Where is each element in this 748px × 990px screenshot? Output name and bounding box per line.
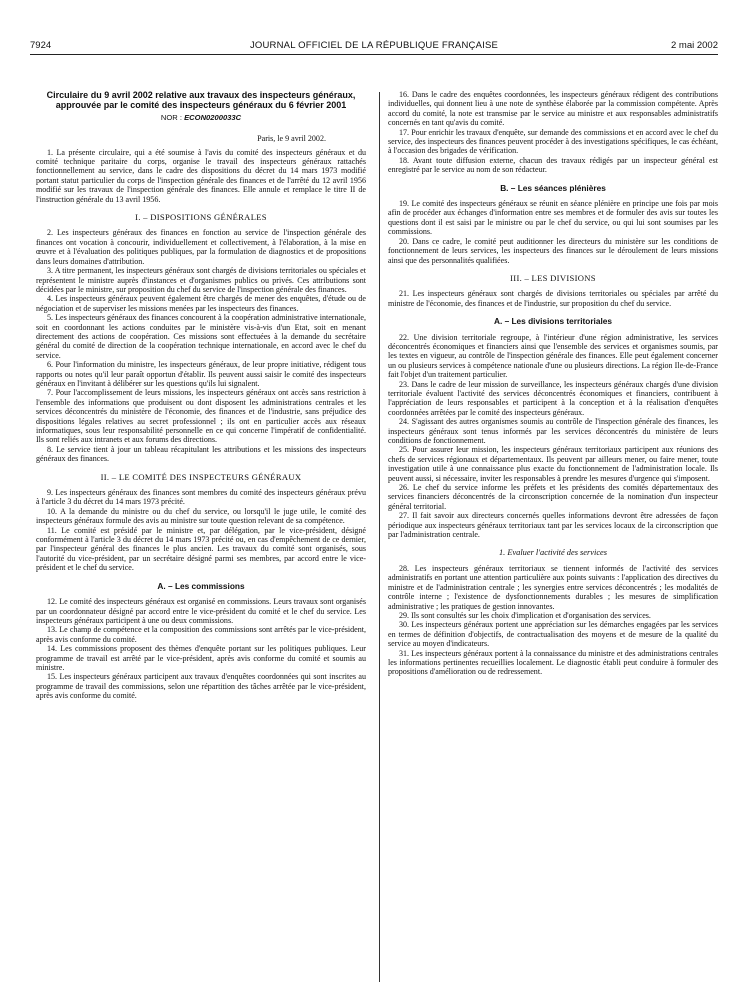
paragraph-17: 17. Pour enrichir les travaux d'enquête, sur demande des commissions et en accord avec le chef du service, des inspecteurs des finances peuvent procéder à des investigations spécifiques, le cas échéant, à l'occasion des brigades de vérification.	[388, 127, 718, 156]
paragraph-10: 10. A la demande du ministre ou du chef du service, ou lorsqu'il le juge utile, le comité des inspecteurs généraux formule des avis au ministre sur toute question relevant de sa compétence.	[36, 506, 366, 526]
section-heading-1: I. – DISPOSITIONS GÉNÉRALES	[135, 212, 267, 223]
subsection-heading-b: B. – Les séances plénières	[500, 182, 606, 193]
paragraph-1: 1. La présente circulaire, qui a été soumise à l'avis du comité des inspecteurs généraux et du comité technique paritaire du corps, organise le travail des inspecteurs généraux rattachés fonctionnellement au service, dans le cadre des dispositions du décret du 14 mars 1973 modifié portant statut particulier du corps de l'inspection générale des finances et de l'arrêté du 12 avril 1956 modifié sur les travaux de l'inspection générale des finances. Elle annule et remplace le titre II de l'instruction générale du 13 avril 1956.	[36, 147, 366, 204]
paragraph-6: 6. Pour l'information du ministre, les inspecteurs généraux, de leur propre initiative, rédigent tous rapports ou notes qu'il leur paraît opportun d'établir. Ils peuvent aussi saisir le comité des inspecteurs généraux en l'invitant à délibérer sur les questions qu'ils lui signalent.	[36, 360, 366, 388]
paragraph-31: 31. Les inspecteurs généraux portent à la connaissance du ministre et des administrations centrales les informations pertinentes recueillies localement. Le diagnostic établi peut conduire à formuler des propositions d'amélioration ou de redressement.	[388, 648, 718, 677]
paragraph-13: 13. Le champ de compétence et la composition des commissions sont arrêtés par le vice-président, après avis conforme du comité.	[36, 625, 366, 644]
paragraph-14: 14. Les commissions proposent des thèmes d'enquête portant sur les politiques publiques. Leur programme de travail est arrêté par le vice-président, après avis conforme du comité et soumis au ministre.	[36, 644, 366, 672]
subsubsection-heading-1: 1. Evaluer l'activité des services	[498, 548, 608, 558]
nor-label: NOR :	[160, 112, 182, 122]
paragraph-19: 19. Le comité des inspecteurs généraux se réunit en séance plénière en principe une fois par mois afin de procéder aux échanges d'information entre ses membres et de formuler des avis sur toutes les questions dont il est saisi par le ministre ou par le chef du service, ou qui lui sont soumises par les commissions.	[388, 199, 718, 237]
nor-code: ECON0200033C	[184, 112, 242, 122]
column-divider	[379, 92, 380, 982]
paragraph-24: 24. S'agissant des autres organismes soumis au contrôle de l'inspection générale des finances, les inspecteurs généraux sont tenus informés par les services déconcentrés du ministère de leurs conditions de fonctionnement.	[388, 417, 718, 445]
paragraph-4: 4. Les inspecteurs généraux peuvent également être chargés de mener des enquêtes, d'étude ou de négociation et de superviser les missions menées par les inspecteurs des finances.	[36, 294, 366, 313]
paragraph-3: 3. A titre permanent, les inspecteurs généraux sont chargés de divisions territoriales ou spéciales et représentent le ministre auprès d'instances et d'organismes publics ou privés. Ces attributions sont décidées par le ministre, sur proposition du chef du service de l'inspection générale des finances.	[36, 266, 366, 294]
paragraph-20: 20. Dans ce cadre, le comité peut auditionner les directeurs du ministère sur les conditions de fonctionnement de leurs services, les inspecteurs des finances sur le déroulement de leurs missions ainsi que des personnalités qualifiées.	[388, 236, 718, 265]
paragraph-5: 5. Les inspecteurs généraux des finances concourent à la coopération administrative internationale, soit en coordonnant les actions conduites par le ministère vis-à-vis d'un Etat, soit en menant directement des actions de coopération. Ces missions sont effectuées à la demande du secrétaire général du comité de direction de la coopération technique internationale, en accord avec le chef du service.	[36, 313, 366, 360]
issue-date: 2 mai 2002	[670, 40, 718, 51]
paragraph-21: 21. Les inspecteurs généraux sont chargés de divisions territoriales ou spéciales par arrêté du ministre de l'économie, des finances et de l'industrie, sur proposition du chef du service.	[388, 289, 718, 308]
paragraph-27: 27. Il fait savoir aux directeurs concernés quelles informations devront être adressées de façon périodique aux inspecteurs généraux territoriaux tant par les services locaux de la circonscription que par l'administration centrale.	[388, 511, 718, 540]
subsection-heading-a2: A. – Les divisions territoriales	[493, 316, 613, 327]
paragraph-8: 8. Le service tient à jour un tableau récapitulant les attributions et les missions des inspecteurs généraux des finances.	[36, 444, 366, 464]
document-title: Circulaire du 9 avril 2002 relative aux travaux des inspecteurs généraux, approuvée par le comité des inspecteurs généraux du 6 février 2001	[46, 90, 356, 111]
right-column	[388, 90, 718, 677]
paragraph-9: 9. Les inspecteurs généraux des finances sont membres du comité des inspecteurs généraux prévu à l'article 3 du décret du 14 mars 1973 précité.	[36, 488, 366, 507]
paragraph-7: 7. Pour l'accomplissement de leurs missions, les inspecteurs généraux ont accès sans restriction à l'ensemble des informations que produisent ou dont disposent les administrations centrales et les services déconcentrés du ministère de l'économie, des finances et de l'industrie, sans préjudice des dispositions légales relatives au secret professionnel ; ils ont en particulier accès aux réseaux informatiques, sous leur responsabilité personnelle en ce qui concerne l'impératif de confidentialité. Ils sont reliés aux intranets et aux forums des directions.	[36, 388, 366, 445]
paragraph-15: 15. Les inspecteurs généraux participent aux travaux d'enquêtes coordonnées qui sont inscrites au programme de travail des commissions, selon une répartition des tâches arrêtée par le vice-président, après avis conforme du comité.	[36, 672, 366, 701]
left-column	[36, 90, 366, 701]
paragraph-29: 29. Ils sont consultés sur les choix d'implication et d'organisation des services.	[399, 610, 651, 620]
paragraph-28: 28. Les inspecteurs généraux territoriaux se tiennent informés de l'activité des services administratifs en portant une attention particulière aux points suivants : l'application des directives du ministre et de l'administration centrale ; les synergies entre services déconcentrés ; les modalités de contrôle interne ; l'existence de dysfonctionnements durables ; les mesures de simplification administrative ; les pratiques de gestion innovantes.	[388, 563, 718, 611]
paragraph-25: 25. Pour assurer leur mission, les inspecteurs généraux territoriaux participent aux réunions des chefs de services régionaux et départementaux. Ils peuvent par ailleurs mener, ou faire mener, toute investigation utile à une connaissance plus exacte du fonctionnement de l'administration locale. Ils peuvent aussi, si nécessaire, inviter les responsables à prendre les mesures d'urgence qui s'imposent.	[388, 445, 718, 483]
page-header	[30, 40, 718, 54]
paragraph-26: 26. Le chef du service informe les préfets et les présidents des comités départementaux des services financiers déconcentrés de la circonscription concernée de la nomination d'un inspecteur général territorial.	[388, 483, 718, 511]
paragraph-30: 30. Les inspecteurs généraux portent une appréciation sur les démarches engagées par les services en termes de définition d'objectifs, de contractualisation des moyens et de mesure de la qualité du service au moyen d'indicateurs.	[388, 620, 718, 649]
nor-reference	[36, 113, 366, 122]
dateline: Paris, le 9 avril 2002.	[257, 134, 326, 144]
paragraph-22: 22. Une division territoriale regroupe, à l'intérieur d'une région administrative, les services déconcentrés économiques et financiers ainsi que l'ensemble des services et organismes soumis, par les textes en vigueur, au contrôle de l'inspection générale des finances. Elle peut également concerner un ou plusieurs services à compétence nationale d'une ou plusieurs directions. La région Ile-de-France fait l'objet d'un traitement particulier.	[388, 332, 718, 380]
paragraph-2: 2. Les inspecteurs généraux des finances en fonction au service de l'inspection générale des finances ont vocation à concourir, individuellement et collectivement, à l'élaboration, à la mise en œuvre et à l'évaluation des politiques publiques, par la formulation de diagnostics et de propositions dans leurs domaines d'attribution.	[36, 228, 366, 266]
page-number: 7924	[30, 40, 52, 51]
paragraph-18: 18. Avant toute diffusion externe, chacun des travaux rédigés par un inspecteur général est enregistré par le service au nom de son rédacteur.	[388, 155, 718, 175]
section-heading-3: III. – LES DIVISIONS	[510, 272, 596, 283]
paragraph-11: 11. Le comité est présidé par le ministre et, par délégation, par le vice-président, désigné conformément à l'article 3 du décret du 14 mars 1973 précité ou, en cas d'empêchement de ce dernier, par l'inspecteur général des finances le plus ancien. Les travaux du comité sont organisés, sous l'autorité du vice-président, par un secrétaire désigné parmi ses membres, par accord entre le vice-président et le chef du service.	[36, 525, 366, 573]
section-heading-2: II. – LE COMITÉ DES INSPECTEURS GÉNÉRAUX	[100, 471, 302, 482]
paragraph-16: 16. Dans le cadre des enquêtes coordonnées, les inspecteurs généraux rédigent des contributions individuelles, qui donnent lieu à une note de synthèse élaborée par la commission compétente. Après accord du comité, la note est transmise par le service au ministre et aux responsables administratifs concernés en tant qu'avis du comité.	[388, 90, 718, 128]
paragraph-23: 23. Dans le cadre de leur mission de surveillance, les inspecteurs généraux chargés d'une division territoriale évaluent l'activité des services déconcentrés économiques et financiers, contribuent à l'appréciation de leurs responsables et participent à la conception et à la réalisation d'enquêtes coordonnées arrêtées par le comité des inspecteurs généraux.	[388, 379, 718, 417]
journal-title: JOURNAL OFFICIEL DE LA RÉPUBLIQUE FRANÇAISE	[249, 40, 499, 51]
paragraph-12: 12. Le comité des inspecteurs généraux est organisé en commissions. Leurs travaux sont organisés par un coordonnateur désigné par accord entre le vice-président du comité et le chef du service. Les inspecteurs généraux participent à une ou deux commissions.	[36, 597, 366, 625]
subsection-heading-a: A. – Les commissions	[157, 580, 245, 591]
header-rule	[30, 54, 718, 55]
